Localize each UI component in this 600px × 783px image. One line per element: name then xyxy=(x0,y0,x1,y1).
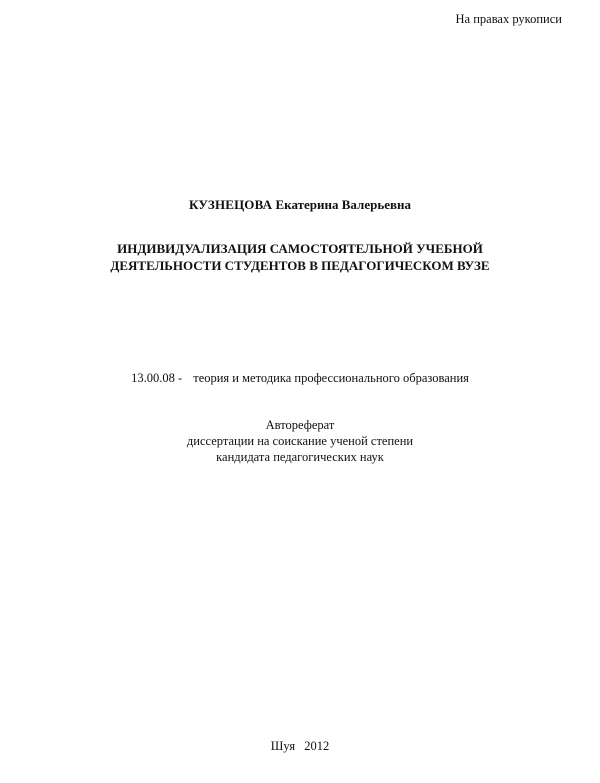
footer-year: 2012 xyxy=(304,739,330,753)
specialty xyxy=(0,371,600,386)
specialty-code: 13.00.08 - xyxy=(131,371,183,385)
abstract-line-3: кандидата педагогических наук xyxy=(216,450,384,464)
abstract-line-2: диссертации на соискание ученой степени xyxy=(186,434,414,448)
author-surname: КУЗНЕЦОВА xyxy=(188,197,273,212)
author-name xyxy=(0,197,600,213)
rights-note: На правах рукописи xyxy=(455,12,562,26)
dissertation-title xyxy=(0,240,600,274)
abstract-line-1: Автореферат xyxy=(265,418,335,432)
abstract-description xyxy=(0,417,600,465)
author-given-names: Екатерина Валерьевна xyxy=(275,197,411,212)
footer-city: Шуя xyxy=(270,739,296,753)
title-line-1: ИНДИВИДУАЛИЗАЦИЯ САМОСТОЯТЕЛЬНОЙ УЧЕБНОЙ xyxy=(117,241,483,256)
place-and-year xyxy=(0,739,600,754)
title-line-2: ДЕЯТЕЛЬНОСТИ СТУДЕНТОВ В ПЕДАГОГИЧЕСКОМ ВУЗЕ xyxy=(110,258,490,273)
specialty-name: теория и методика профессионального образования xyxy=(193,371,469,385)
